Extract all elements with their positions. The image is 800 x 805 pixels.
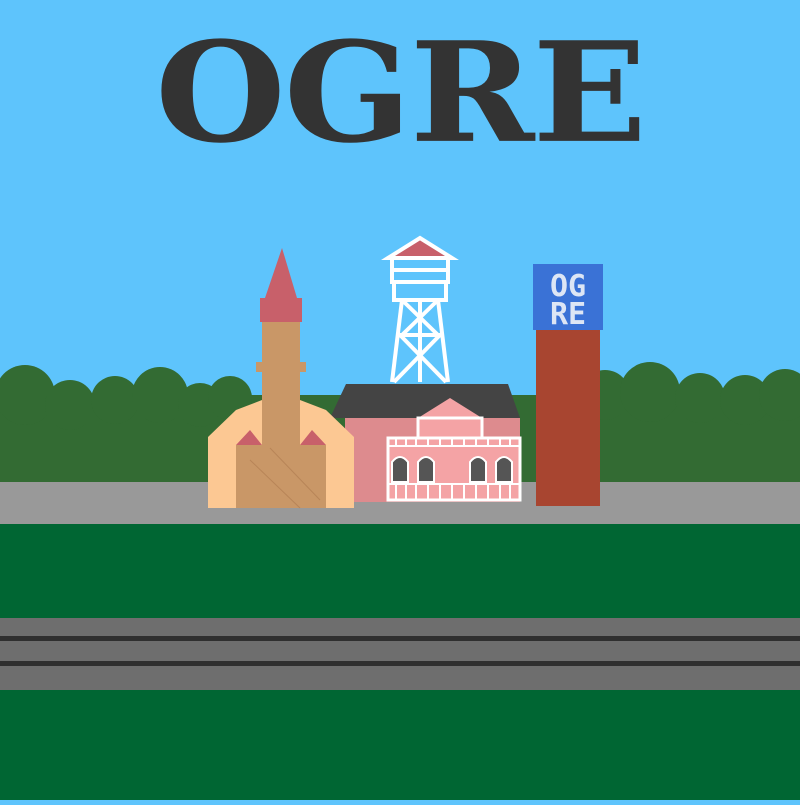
railway: [0, 618, 800, 690]
sign-line-2: RE: [549, 297, 587, 332]
ogre-sign-tower: [533, 264, 603, 506]
sign-line-1: OG: [549, 269, 587, 304]
page-title: OGRE: [155, 12, 645, 174]
